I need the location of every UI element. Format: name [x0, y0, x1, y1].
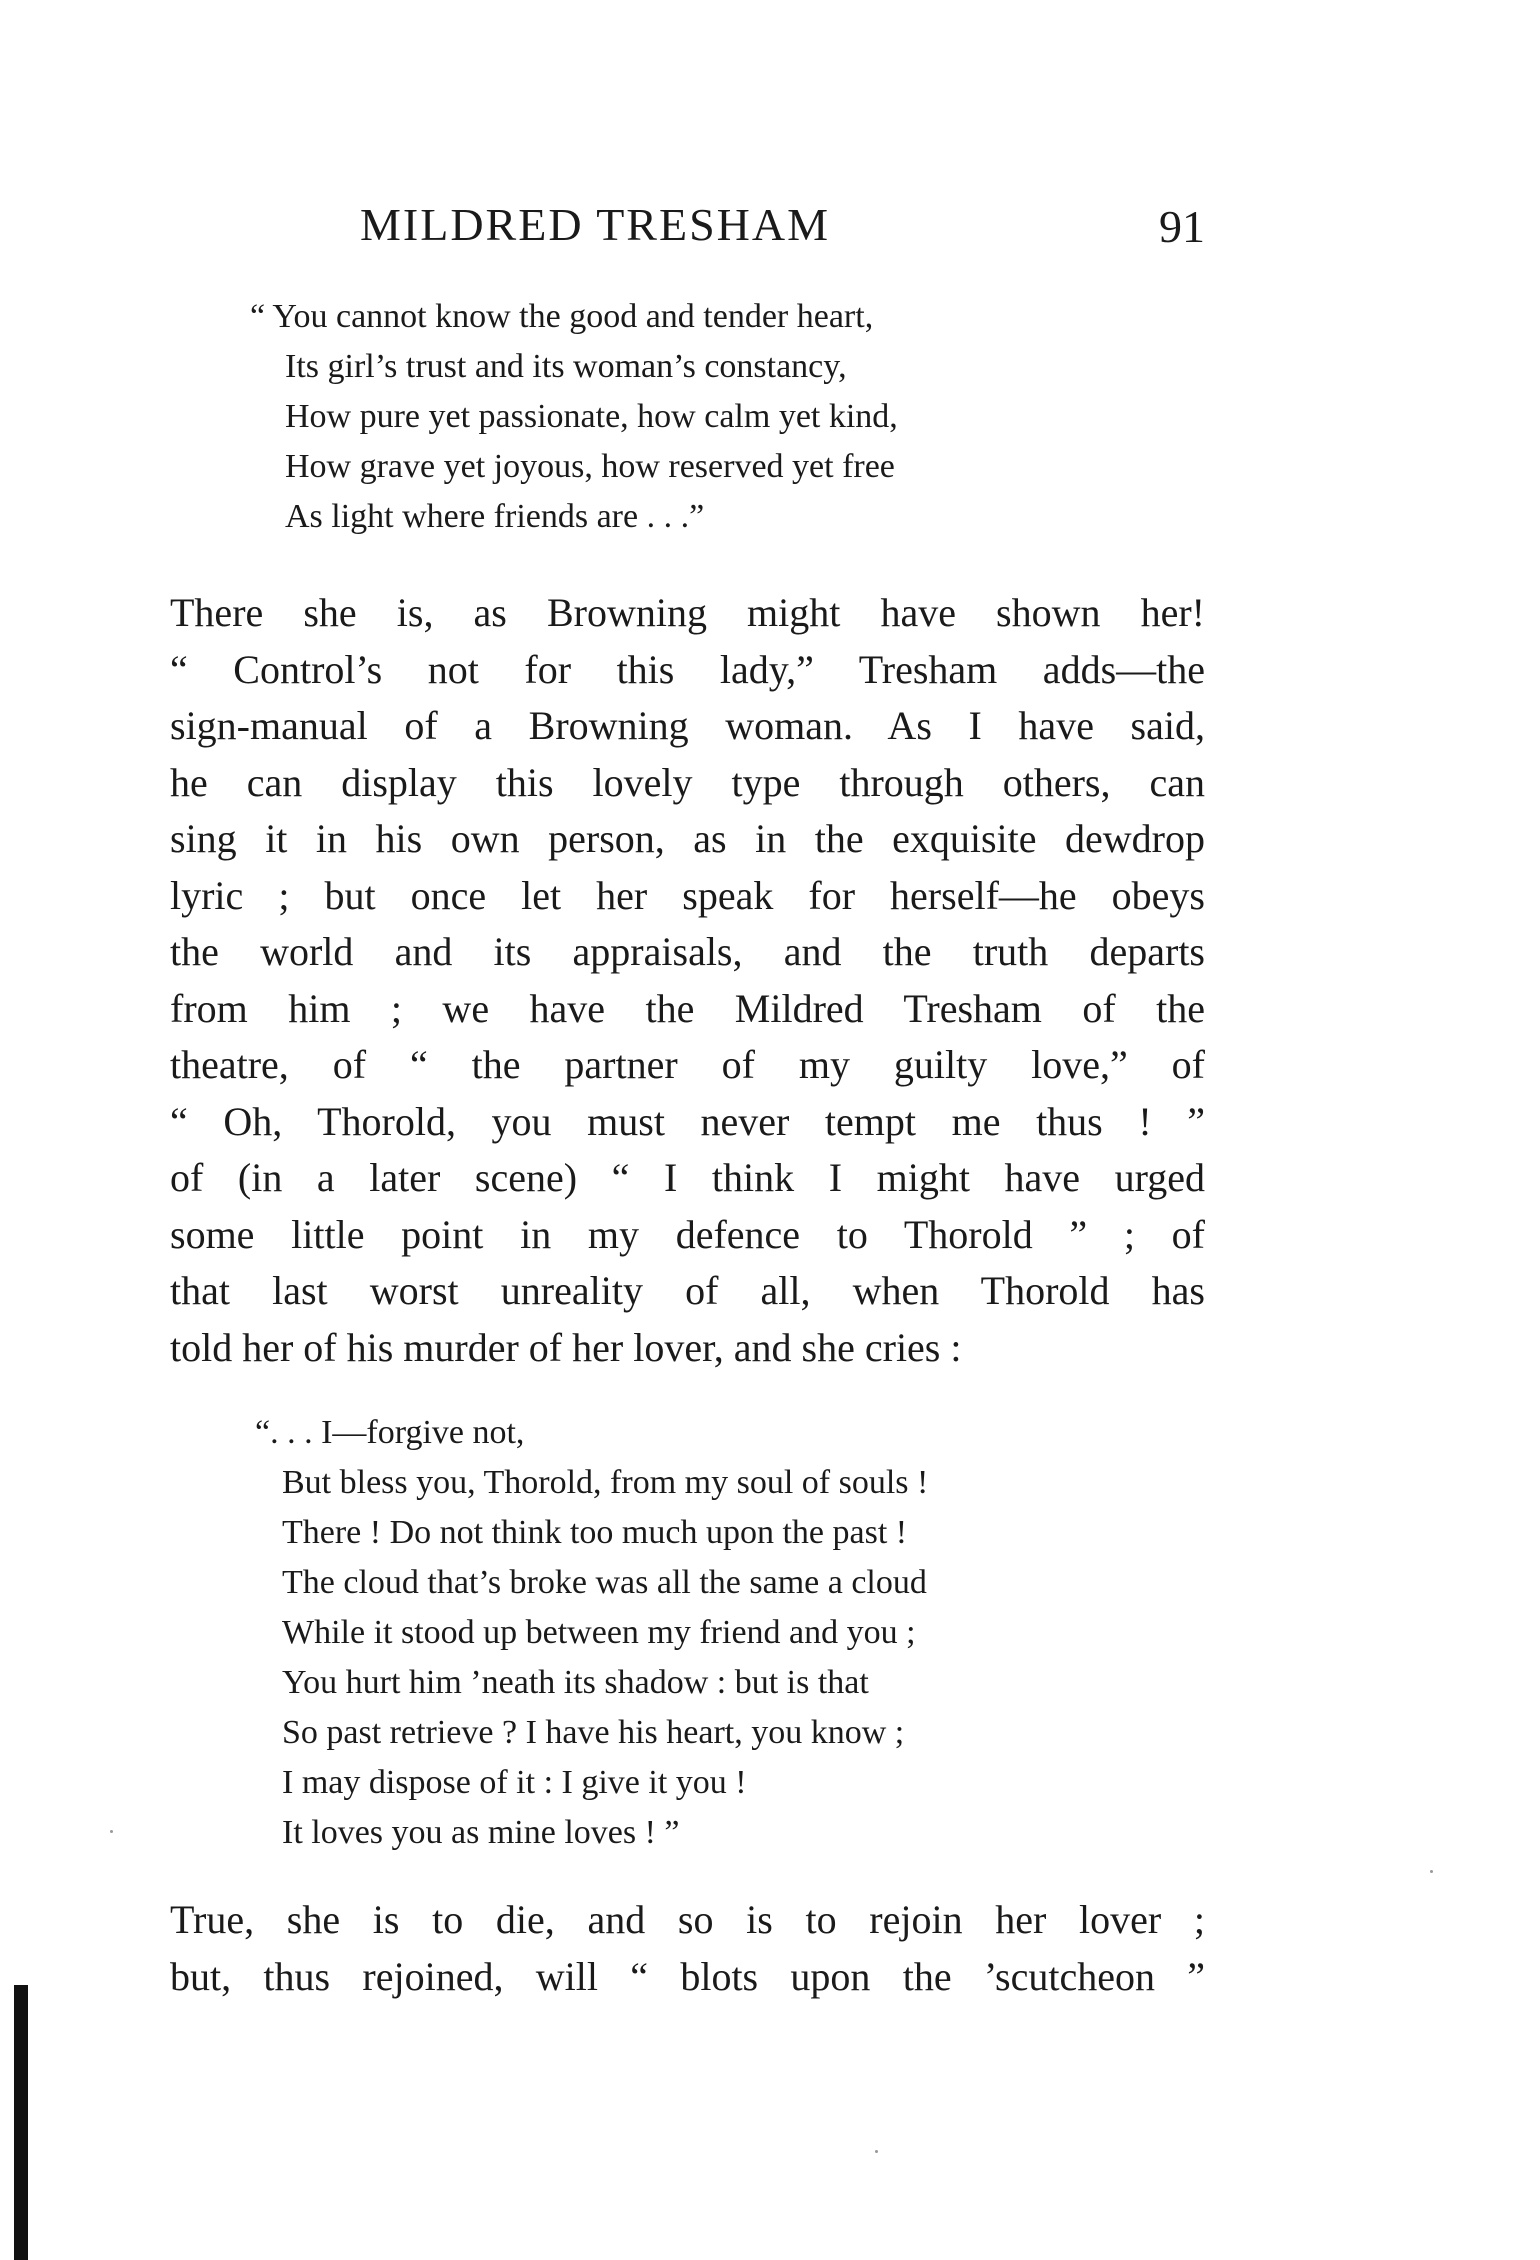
- prose-line: told her of his murder of her lover, and she cries :: [170, 1324, 962, 1370]
- prose-line: but, thus rejoined, will “ blots upon the ’scutcheon ”: [170, 1953, 1205, 1999]
- verse-quotation-1: [250, 292, 898, 542]
- prose-line: sing it in his own person, as in the exquisite dewdrop: [170, 816, 1205, 861]
- prose-line: some little point in my defence to Thorold ” ; of: [170, 1211, 1205, 1257]
- page-number: 91: [1159, 201, 1205, 252]
- verse-line: There ! Do not think too much upon the past !: [282, 1514, 908, 1551]
- running-title: MILDRED TRESHAM: [360, 199, 831, 250]
- prose-line: the world and its appraisals, and the truth departs: [170, 929, 1205, 974]
- page-binding-edge: [14, 1985, 28, 2260]
- prose-line: True, she is to die, and so is to rejoin her lover ;: [170, 1897, 1205, 1942]
- prose-line: from him ; we have the Mildred Tresham of the: [170, 985, 1205, 1031]
- prose-line: lyric ; but once let her speak for herself—he obeys: [170, 872, 1205, 918]
- running-head: [360, 198, 1205, 258]
- verse-line: As light where friends are . . .”: [285, 498, 705, 535]
- prose-line: sign-manual of a Browning woman. As I have said,: [170, 703, 1205, 748]
- prose-paragraph-1: [170, 585, 1205, 1376]
- verse-line: It loves you as mine loves ! ”: [282, 1814, 680, 1851]
- prose-line: There she is, as Browning might have shown her!: [170, 590, 1205, 635]
- verse-line: I may dispose of it : I give it you !: [282, 1764, 747, 1801]
- verse-line: How pure yet passionate, how calm yet kind,: [285, 398, 898, 435]
- paper-speck: [110, 1830, 113, 1833]
- verse-line: The cloud that’s broke was all the same a cloud: [282, 1564, 927, 1601]
- prose-line: theatre, of “ the partner of my guilty love,” of: [170, 1042, 1205, 1087]
- verse-line: Its girl’s trust and its woman’s constancy,: [285, 348, 847, 385]
- prose-line: that last worst unreality of all, when Thorold has: [170, 1268, 1205, 1313]
- verse-line: But bless you, Thorold, from my soul of souls !: [282, 1464, 929, 1501]
- prose-paragraph-2: [170, 1892, 1205, 2005]
- verse-line: How grave yet joyous, how reserved yet free: [285, 448, 895, 485]
- prose-line: of (in a later scene) “ I think I might have urged: [170, 1155, 1205, 1200]
- verse-line: So past retrieve ? I have his heart, you know ;: [282, 1714, 905, 1751]
- paper-speck: [875, 2150, 878, 2153]
- prose-line: “ Control’s not for this lady,” Tresham adds—the: [170, 646, 1205, 692]
- verse-line: You hurt him ’neath its shadow : but is that: [282, 1664, 869, 1701]
- verse-quotation-2: [255, 1408, 928, 1858]
- verse-line: “. . . I—forgive not,: [255, 1414, 525, 1451]
- verse-line: While it stood up between my friend and you ;: [282, 1614, 916, 1651]
- prose-line: he can display this lovely type through others, can: [170, 759, 1205, 805]
- verse-line: “ You cannot know the good and tender heart,: [250, 298, 874, 335]
- paper-speck: [1430, 1870, 1433, 1873]
- prose-line: “ Oh, Thorold, you must never tempt me thus ! ”: [170, 1098, 1205, 1144]
